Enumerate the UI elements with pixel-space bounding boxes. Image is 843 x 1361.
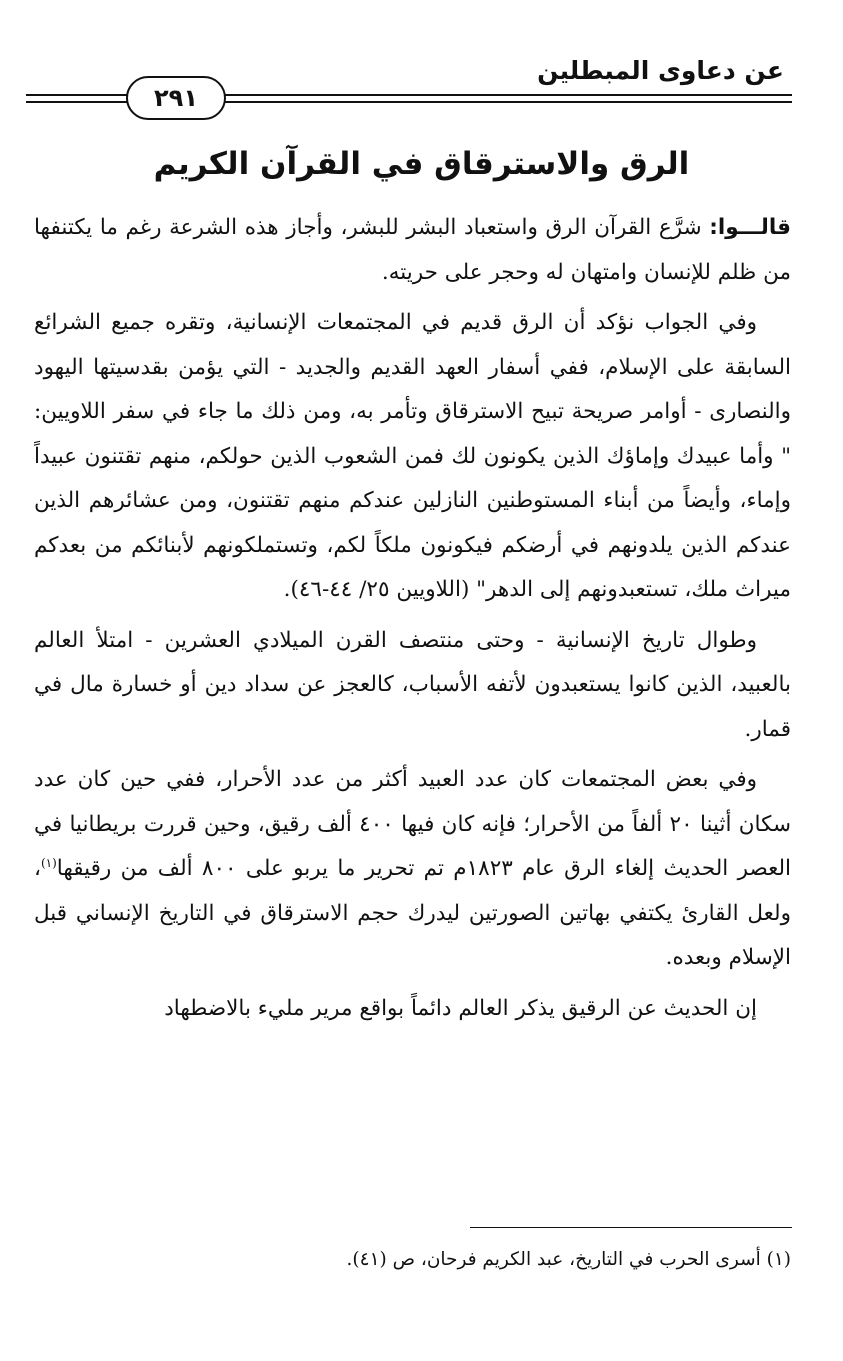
paragraph xyxy=(34,758,791,981)
footnote: (١) أسرى الحرب في التاريخ، عبد الكريم فرحان، ص (٤١). xyxy=(346,1249,791,1270)
paragraph-text: إن الحديث عن الرقيق يذكر العالم دائماً بواقع مرير مليء بالاضطهاد xyxy=(164,995,757,1021)
page-header xyxy=(26,54,792,118)
body-text xyxy=(34,206,791,1037)
paragraph xyxy=(34,301,791,613)
paragraph xyxy=(34,619,791,753)
paragraph-text: وفي الجواب نؤكد أن الرق قديم في المجتمعات الإنسانية، وتقره جميع الشرائع السابقة على الإسلام، ففي أسفار العهد القديم والجديد - التي يؤمن بقدسيتها اليهود والنصارى - أوامر صريحة تبيح الاسترقاق وتأمر به، ومن ذلك ما جاء في سفر اللاويين: " وأما عبيدك وإماؤك الذين يكونون لك فمن الشعوب الذين حولكم، منهم تقتنون عبيداً وإماء، وأيضاً من أبناء المستوطنين النازلين عندكم منهم تقتنون، ومن عشائرهم الذين عندكم الذين يلدونهم في أرضكم فيكونون ملكاً لكم، وتستملكونهم لأبنائكم من بعدكم ميراث ملك، تستعبدونهم إلى الدهر" (اللاويين ٢٥/ ٤٤-٤٦). xyxy=(34,310,791,602)
paragraph-lead: قالـــوا: xyxy=(709,215,791,240)
chapter-title: الرق والاسترقاق في القرآن الكريم xyxy=(153,146,690,182)
paragraph-text: ، ولعل القارئ يكتفي بهاتين الصورتين ليدرك حجم الاسترقاق في التاريخ الإنساني قبل الإسلام وبعده. xyxy=(34,856,791,970)
paragraph xyxy=(34,987,791,1032)
paragraph-text: وطوال تاريخ الإنسانية - وحتى منتصف القرن الميلادي العشرين - امتلأ العالم بالعبيد، الذين كانوا يستعبدون لأتفه الأسباب، كالعجز عن سداد دين أو خسارة مال في قمار. xyxy=(34,627,791,742)
paragraph xyxy=(34,206,791,295)
footnote-separator xyxy=(470,1227,792,1228)
page-number-badge xyxy=(126,76,226,120)
paragraph-text: وفي بعض المجتمعات كان عدد العبيد أكثر من عدد الأحرار، ففي حين كان عدد سكان أثينا ٢٠ ألفاً من الأحرار؛ فإنه كان فيها ٤٠٠ ألف رقيق، وحين قررت بريطانيا في العصر الحديث إلغاء الرق عام ١٨٢٣م تم تحرير ما يربو على ٨٠٠ ألف من رقيقها xyxy=(34,767,791,881)
footnote-reference[interactable]: (١) xyxy=(40,855,57,870)
paragraph-text: شرَّع القرآن الرق واستعباد البشر للبشر، وأجاز هذه الشرعة رغم ما يكتنفها من ظلم للإنسان وامتهان له وحجر على حريته. xyxy=(34,215,791,285)
page-number: ٢٩١ xyxy=(154,84,198,112)
running-title: عن دعاوى المبطلين xyxy=(537,56,784,85)
